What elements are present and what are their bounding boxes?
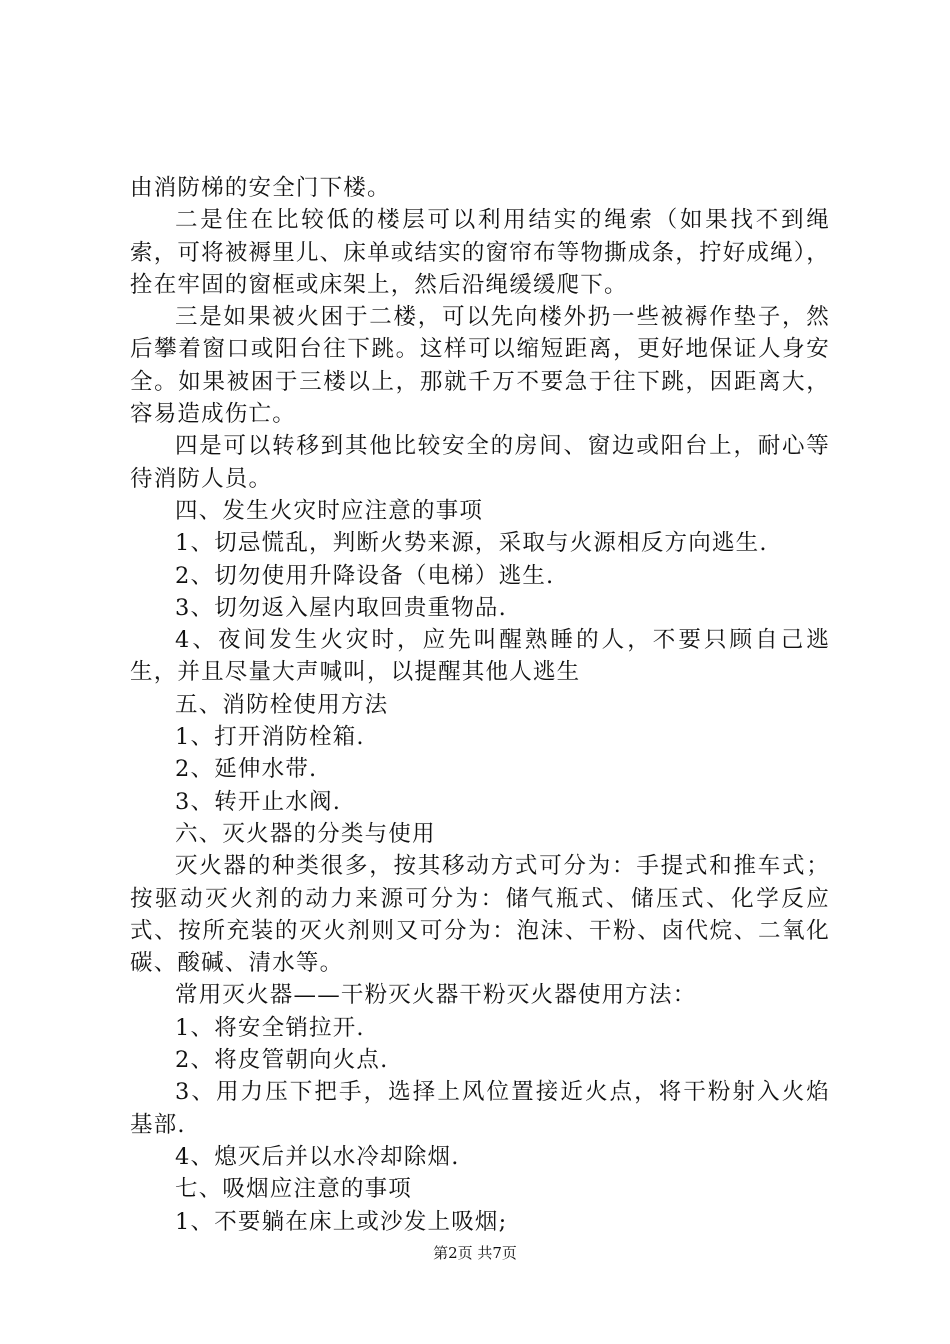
page-footer: 第2页 共7页 (433, 1244, 517, 1262)
paragraph: 2、切勿使用升降设备（电梯）逃生. (175, 562, 555, 589)
paragraph: 4、夜间发生火灾时，应先叫醒熟睡的人，不要只顾自己逃生，并且尽量大声喊叫，以提醒其他人逃生 (130, 627, 830, 686)
paragraph: 3、用力压下把手，选择上风位置接近火点，将干粉射入火焰基部. (130, 1079, 830, 1138)
paragraph: 4、熄灭后并以水冷却除烟. (175, 1143, 460, 1170)
paragraph: 三是如果被火困于二楼，可以先向楼外扔一些被褥作垫子，然后攀着窗口或阳台往下跳。这样可以缩短距离，更好地保证人身安全。如果被困于三楼以上，那就千万不要急于往下跳，因距离大，容易造成伤亡。 (130, 304, 830, 428)
paragraph: 3、转开止水阀. (175, 788, 342, 815)
paragraph: 六、灭火器的分类与使用 (175, 820, 436, 847)
paragraph: 由消防梯的安全门下楼。 (130, 175, 391, 201)
paragraph: 七、吸烟应注意的事项 (175, 1176, 413, 1203)
paragraph: 1、将安全销拉开. (175, 1014, 365, 1041)
paragraph: 3、切勿返入屋内取回贵重物品. (175, 594, 507, 621)
paragraph: 1、切忌慌乱，判断火势来源，采取与火源相反方向逃生. (175, 530, 768, 557)
paragraph: 灭火器的种类很多，按其移动方式可分为：手提式和推车式；按驱动灭火剂的动力来源可分为：储气瓶式、储压式、化学反应式、按所充装的灭火剂则又可分为：泡沫、干粉、卤代烷、二氧化碳、酸碱、清水等。 (130, 853, 830, 977)
paragraph: 二是住在比较低的楼层可以利用结实的绳索（如果找不到绳索，可将被褥里儿、床单或结实的窗帘布等物撕成条，拧好成绳），拴在牢固的窗框或床架上，然后沿绳缓缓爬下。 (130, 207, 830, 298)
paragraph: 五、消防栓使用方法 (175, 691, 389, 718)
paragraph: 常用灭火器——干粉灭火器干粉灭火器使用方法： (175, 982, 697, 1009)
paragraph: 四是可以转移到其他比较安全的房间、窗边或阳台上，耐心等待消防人员。 (130, 433, 830, 492)
paragraph: 2、将皮管朝向火点. (175, 1047, 389, 1074)
paragraph: 1、打开消防栓箱. (175, 724, 365, 751)
paragraph: 2、延伸水带. (175, 756, 318, 783)
paragraph: 四、发生火灾时应注意的事项 (175, 497, 484, 524)
paragraph: 1、不要躺在床上或沙发上吸烟; (175, 1208, 508, 1235)
document-body (130, 172, 830, 1238)
